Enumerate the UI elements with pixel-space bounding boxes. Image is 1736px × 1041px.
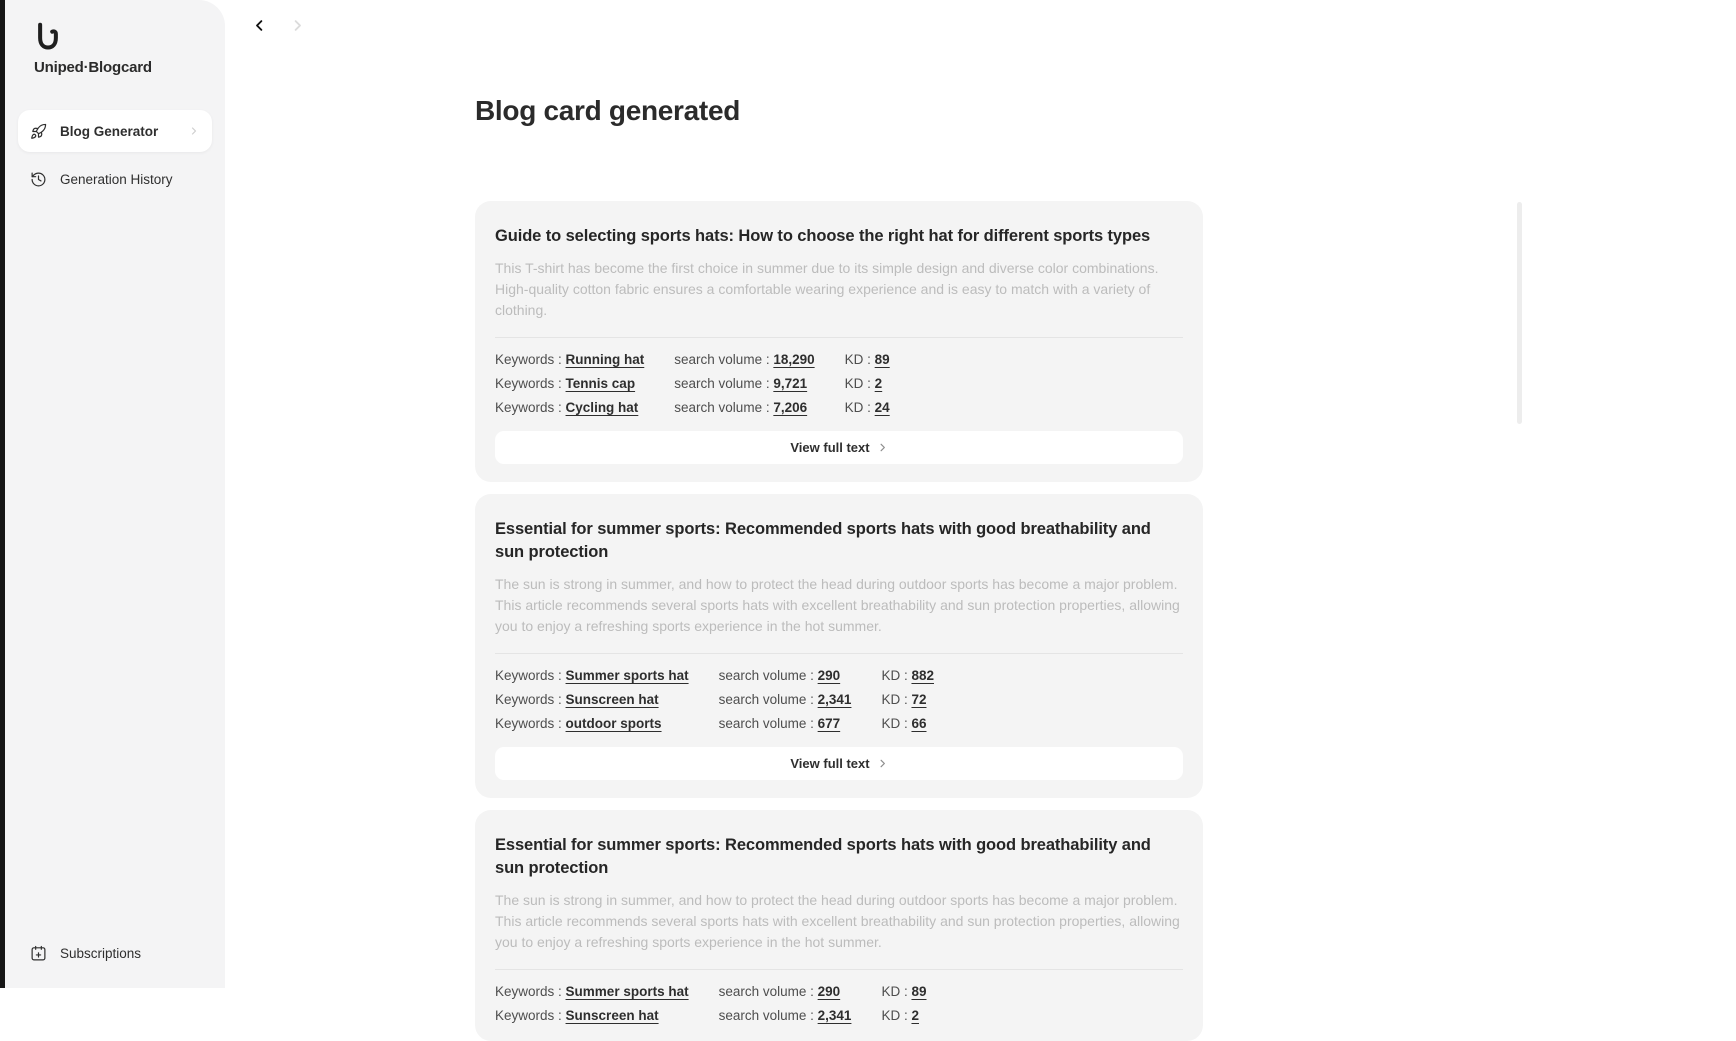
divider — [495, 969, 1183, 970]
chevron-right-icon — [290, 18, 305, 33]
search-volume-value: 2,341 — [817, 692, 852, 708]
keyword-cell: Keywords : outdoor sports — [495, 716, 662, 732]
forward-button[interactable] — [285, 13, 309, 37]
keyword-cell: Keywords : Sunscreen hat — [495, 692, 659, 708]
search-volume-cell: search volume : 677 — [718, 716, 841, 732]
kd-cell: KD : 2 — [844, 376, 883, 392]
kd-value: 2 — [874, 376, 883, 392]
keyword-table — [495, 352, 1183, 415]
history-icon — [30, 171, 47, 188]
page-title: Blog card generated — [475, 95, 741, 126]
search-volume-value: 9,721 — [773, 376, 808, 392]
kd-value: 24 — [874, 400, 890, 416]
rocket-icon — [30, 123, 47, 140]
card-title: Essential for summer sports: Recommended sports hats with good breathability and sun protection — [495, 836, 1151, 878]
kd-value: 89 — [911, 984, 927, 1000]
keyword-value: Sunscreen hat — [565, 1008, 659, 1024]
search-volume-cell: search volume : 7,206 — [674, 400, 808, 416]
sidebar-item-subscriptions[interactable] — [18, 932, 212, 974]
blog-card — [475, 494, 1203, 798]
search-volume-value: 18,290 — [773, 352, 815, 368]
kd-cell: KD : 89 — [844, 352, 890, 368]
sidebar-item-label: Subscriptions — [60, 945, 142, 961]
search-volume-value: 7,206 — [773, 400, 808, 416]
chevron-left-icon — [252, 18, 267, 33]
keyword-cell: Keywords : Summer sports hat — [495, 984, 689, 1000]
keyword-value: Cycling hat — [565, 400, 639, 416]
blog-card — [475, 201, 1203, 482]
chevron-right-icon — [188, 125, 200, 137]
card-description: The sun is strong in summer, and how to protect the head during outdoor sports has become a major problem. This article recommends several sports hats with excellent breathability and sun protection properties, allowing you to enjoy a refreshing sports experience in the hot summer. — [495, 576, 1180, 635]
back-button[interactable] — [247, 13, 271, 37]
kd-cell: KD : 882 — [881, 668, 934, 684]
search-volume-cell: search volume : 290 — [718, 984, 841, 1000]
u-logo-mark-icon — [34, 22, 62, 52]
calendar-plus-icon — [30, 945, 47, 962]
search-volume-cell: search volume : 2,341 — [718, 1008, 852, 1024]
keyword-cell: Keywords : Summer sports hat — [495, 668, 689, 684]
view-full-text-label: View full text — [790, 440, 870, 456]
sidebar-item-generation-history[interactable] — [18, 158, 212, 200]
kd-cell: KD : 72 — [881, 692, 927, 708]
search-volume-value: 2,341 — [817, 1008, 852, 1024]
search-volume-value: 677 — [817, 716, 841, 732]
kd-value: 2 — [911, 1008, 919, 1024]
sidebar-item-label: Generation History — [60, 171, 173, 187]
scrollbar-thumb[interactable] — [1517, 202, 1522, 424]
keyword-table — [495, 668, 1183, 731]
sidebar — [5, 0, 225, 988]
kd-value: 89 — [874, 352, 890, 368]
kd-cell: KD : 2 — [881, 1008, 919, 1024]
search-volume-value: 290 — [817, 668, 841, 684]
main-content — [225, 0, 1736, 1024]
search-volume-cell: search volume : 18,290 — [674, 352, 815, 368]
keyword-cell: Keywords : Tennis cap — [495, 376, 636, 392]
search-volume-value: 290 — [817, 984, 841, 1000]
blog-card-list — [475, 201, 1203, 1041]
kd-value: 72 — [911, 692, 927, 708]
search-volume-cell: search volume : 2,341 — [718, 692, 852, 708]
view-full-text-button[interactable] — [495, 431, 1183, 464]
keyword-value: outdoor sports — [565, 716, 662, 732]
divider — [495, 337, 1183, 338]
card-description: This T-shirt has become the first choice in summer due to its simple design and diverse color combinations. High-quality cotton fabric ensures a comfortable wearing experience and is easy to match with a variety of clothing. — [495, 260, 1159, 319]
brand-name: Uniped·Blogcard — [34, 59, 152, 76]
search-volume-cell: search volume : 9,721 — [674, 376, 808, 392]
card-title: Guide to selecting sports hats: How to choose the right hat for different sports types — [495, 227, 1151, 245]
history-nav — [247, 13, 309, 37]
kd-cell: KD : 89 — [881, 984, 927, 1000]
sidebar-bottom — [5, 932, 225, 974]
keyword-table — [495, 984, 1183, 1023]
keyword-cell: Keywords : Sunscreen hat — [495, 1008, 659, 1024]
sidebar-item-blog-generator[interactable] — [18, 110, 212, 152]
blog-card — [475, 810, 1203, 1041]
sidebar-spacer — [5, 200, 225, 932]
keyword-cell: Keywords : Cycling hat — [495, 400, 639, 416]
card-title: Essential for summer sports: Recommended sports hats with good breathability and sun protection — [495, 520, 1151, 562]
view-full-text-button[interactable] — [495, 747, 1183, 780]
sidebar-nav — [5, 110, 225, 200]
chevron-right-icon — [877, 758, 888, 769]
keyword-value: Summer sports hat — [565, 668, 689, 684]
kd-value: 882 — [911, 668, 934, 684]
view-full-text-label: View full text — [790, 756, 870, 772]
kd-cell: KD : 66 — [881, 716, 927, 732]
chevron-right-icon — [877, 442, 888, 453]
kd-cell: KD : 24 — [844, 400, 890, 416]
keyword-value: Tennis cap — [565, 376, 636, 392]
keyword-value: Running hat — [565, 352, 645, 368]
search-volume-cell: search volume : 290 — [718, 668, 841, 684]
divider — [495, 653, 1183, 654]
keyword-value: Sunscreen hat — [565, 692, 659, 708]
card-description: The sun is strong in summer, and how to protect the head during outdoor sports has become a major problem. This article recommends several sports hats with excellent breathability and sun protection properties, allowing you to enjoy a refreshing sports experience in the hot summer. — [495, 892, 1180, 951]
sidebar-item-label: Blog Generator — [60, 123, 159, 139]
kd-value: 66 — [911, 716, 927, 732]
keyword-cell: Keywords : Running hat — [495, 352, 645, 368]
keyword-value: Summer sports hat — [565, 984, 689, 1000]
